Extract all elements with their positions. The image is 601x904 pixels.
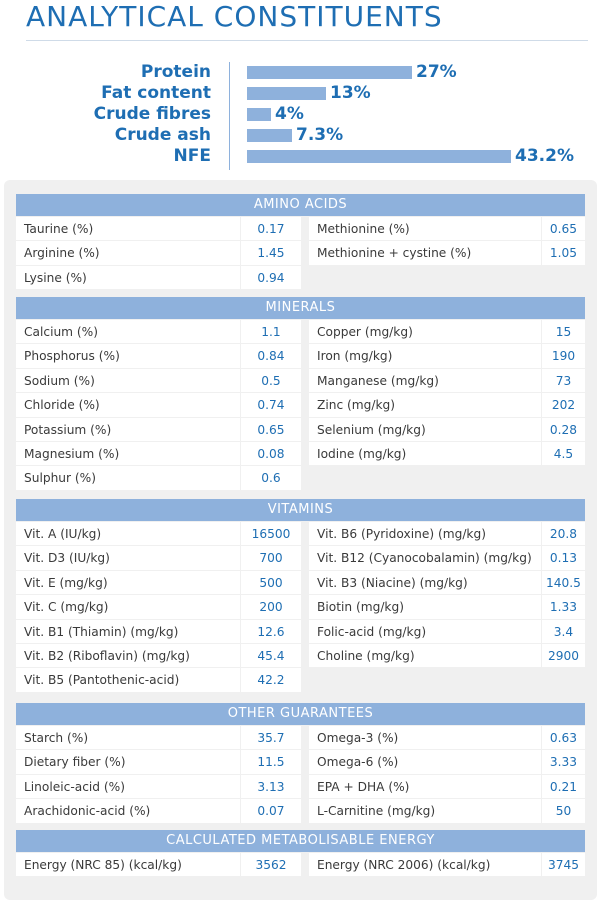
table-row bbox=[16, 853, 585, 877]
nutrient-label: Iodine (mg/kg) bbox=[309, 442, 541, 465]
nutrient-label: Dietary fiber (%) bbox=[16, 750, 240, 773]
nutrient-label: Omega-6 (%) bbox=[309, 750, 541, 773]
section-body bbox=[16, 319, 585, 491]
analytical-value: 43.2% bbox=[515, 146, 574, 166]
section-amino-acids bbox=[16, 194, 585, 290]
analytical-row bbox=[0, 146, 601, 167]
section-body bbox=[16, 216, 585, 290]
table-row bbox=[16, 726, 585, 750]
nutrient-label: Vit. B2 (Riboflavin) (mg/kg) bbox=[16, 644, 240, 667]
section-minerals bbox=[16, 297, 585, 491]
nutrient-label: Methionine + cystine (%) bbox=[309, 241, 541, 264]
analytical-label: Fat content bbox=[101, 83, 211, 103]
analytical-bar bbox=[247, 150, 511, 163]
table-row bbox=[16, 750, 585, 774]
analytical-bar bbox=[247, 129, 292, 142]
analytical-row bbox=[0, 104, 601, 125]
nutrient-label: Linoleic-acid (%) bbox=[16, 775, 240, 798]
nutrient-label: Vit. B6 (Pyridoxine) (mg/kg) bbox=[309, 522, 541, 545]
section-title: OTHER GUARANTEES bbox=[16, 703, 585, 725]
nutrient-label: Potassium (%) bbox=[16, 418, 240, 441]
nutrient-value: 500 bbox=[241, 571, 301, 594]
analytical-row bbox=[0, 62, 601, 83]
nutrient-value: 140.5 bbox=[542, 571, 585, 594]
analytical-bar bbox=[247, 108, 271, 121]
nutrient-value: 3745 bbox=[542, 853, 585, 876]
nutrient-value: 50 bbox=[542, 799, 585, 822]
nutrient-label: Energy (NRC 85) (kcal/kg) bbox=[16, 853, 240, 876]
nutrient-value: 0.5 bbox=[241, 369, 301, 392]
table-row bbox=[16, 571, 585, 595]
page-title: ANALYTICAL CONSTITUENTS bbox=[26, 0, 443, 33]
nutrient-value: 1.05 bbox=[542, 241, 585, 264]
nutrient-value: 200 bbox=[241, 595, 301, 618]
nutrient-value: 16500 bbox=[241, 522, 301, 545]
section-body bbox=[16, 725, 585, 824]
nutrient-label: Vit. C (mg/kg) bbox=[16, 595, 240, 618]
section-body bbox=[16, 521, 585, 693]
nutrient-label: Arachidonic-acid (%) bbox=[16, 799, 240, 822]
analytical-value: 7.3% bbox=[296, 125, 344, 145]
nutrient-label: Iron (mg/kg) bbox=[309, 344, 541, 367]
nutrient-value: 2900 bbox=[542, 644, 585, 667]
nutrient-value: 0.74 bbox=[241, 393, 301, 416]
section-other-guarantees bbox=[16, 703, 585, 824]
nutrient-label: L-Carnitine (mg/kg) bbox=[309, 799, 541, 822]
section-title: AMINO ACIDS bbox=[16, 194, 585, 216]
analytical-row bbox=[0, 125, 601, 146]
nutrient-value: 45.4 bbox=[241, 644, 301, 667]
nutrient-label: Vit. E (mg/kg) bbox=[16, 571, 240, 594]
nutrient-label: Choline (mg/kg) bbox=[309, 644, 541, 667]
table-row bbox=[16, 546, 585, 570]
nutrient-label: Vit. B12 (Cyanocobalamin) (mg/kg) bbox=[309, 546, 541, 569]
nutrient-label: Biotin (mg/kg) bbox=[309, 595, 541, 618]
table-row bbox=[16, 266, 585, 290]
nutrient-label: Folic-acid (mg/kg) bbox=[309, 620, 541, 643]
table-row bbox=[16, 393, 585, 417]
nutrient-value: 12.6 bbox=[241, 620, 301, 643]
nutrient-label: Vit. B1 (Thiamin) (mg/kg) bbox=[16, 620, 240, 643]
nutrient-label: Sodium (%) bbox=[16, 369, 240, 392]
nutrient-value: 0.17 bbox=[241, 217, 301, 240]
table-row bbox=[16, 595, 585, 619]
table-row bbox=[16, 668, 585, 692]
nutrient-value: 3.13 bbox=[241, 775, 301, 798]
nutrient-label: Calcium (%) bbox=[16, 320, 240, 343]
section-title: VITAMINS bbox=[16, 499, 585, 521]
nutrient-value: 1.45 bbox=[241, 241, 301, 264]
nutrient-value: 1.1 bbox=[241, 320, 301, 343]
nutrient-value: 4.5 bbox=[542, 442, 585, 465]
analytical-value: 27% bbox=[416, 62, 457, 82]
nutrient-label: Vit. B5 (Pantothenic-acid) bbox=[16, 668, 240, 691]
table-row bbox=[16, 442, 585, 466]
nutrient-value: 42.2 bbox=[241, 668, 301, 691]
table-row bbox=[16, 344, 585, 368]
nutrient-label: EPA + DHA (%) bbox=[309, 775, 541, 798]
analytical-label: NFE bbox=[173, 146, 211, 166]
nutrient-label: Arginine (%) bbox=[16, 241, 240, 264]
nutrient-label: Selenium (mg/kg) bbox=[309, 418, 541, 441]
nutrient-label: Vit. D3 (IU/kg) bbox=[16, 546, 240, 569]
title-divider bbox=[26, 40, 588, 41]
table-row bbox=[16, 241, 585, 265]
table-row bbox=[16, 799, 585, 823]
nutrient-label: Sulphur (%) bbox=[16, 466, 240, 489]
nutrient-value: 3562 bbox=[241, 853, 301, 876]
nutrient-label: Phosphorus (%) bbox=[16, 344, 240, 367]
nutrient-label: Chloride (%) bbox=[16, 393, 240, 416]
nutrient-label: Vit. A (IU/kg) bbox=[16, 522, 240, 545]
nutrient-label: Copper (mg/kg) bbox=[309, 320, 541, 343]
analytical-value: 4% bbox=[275, 104, 304, 124]
analytical-label: Crude fibres bbox=[93, 104, 211, 124]
section-vitamins bbox=[16, 499, 585, 693]
nutrient-value: 3.33 bbox=[542, 750, 585, 773]
table-row bbox=[16, 620, 585, 644]
nutrient-value: 700 bbox=[241, 546, 301, 569]
section-title: MINERALS bbox=[16, 297, 585, 319]
nutrient-value: 20.8 bbox=[542, 522, 585, 545]
nutrient-value: 0.21 bbox=[542, 775, 585, 798]
nutrient-value: 0.65 bbox=[542, 217, 585, 240]
nutrient-value: 11.5 bbox=[241, 750, 301, 773]
nutrient-value: 15 bbox=[542, 320, 585, 343]
nutrient-label: Starch (%) bbox=[16, 726, 240, 749]
section-body bbox=[16, 852, 585, 877]
analytical-row bbox=[0, 83, 601, 104]
table-row bbox=[16, 466, 585, 490]
table-row bbox=[16, 522, 585, 546]
nutrient-label: Vit. B3 (Niacine) (mg/kg) bbox=[309, 571, 541, 594]
nutrient-label: Methionine (%) bbox=[309, 217, 541, 240]
table-row bbox=[16, 320, 585, 344]
table-row bbox=[16, 217, 585, 241]
nutrient-value: 0.84 bbox=[241, 344, 301, 367]
nutrient-label: Zinc (mg/kg) bbox=[309, 393, 541, 416]
nutrient-label: Omega-3 (%) bbox=[309, 726, 541, 749]
table-row bbox=[16, 418, 585, 442]
table-row bbox=[16, 775, 585, 799]
analytical-label: Crude ash bbox=[114, 125, 211, 145]
nutrient-label: Taurine (%) bbox=[16, 217, 240, 240]
nutrient-value: 0.08 bbox=[241, 442, 301, 465]
nutrient-value: 0.28 bbox=[542, 418, 585, 441]
nutrient-value: 0.63 bbox=[542, 726, 585, 749]
analytical-value: 13% bbox=[330, 83, 371, 103]
nutrient-label: Lysine (%) bbox=[16, 266, 240, 289]
nutrient-value: 3.4 bbox=[542, 620, 585, 643]
nutrient-label: Magnesium (%) bbox=[16, 442, 240, 465]
nutrient-value: 0.6 bbox=[241, 466, 301, 489]
analytical-bar bbox=[247, 87, 326, 100]
nutrient-value: 1.33 bbox=[542, 595, 585, 618]
section-calculated-metabolisable-energy bbox=[16, 830, 585, 877]
nutrient-value: 0.65 bbox=[241, 418, 301, 441]
analytical-bar bbox=[247, 66, 412, 79]
analytical-label: Protein bbox=[140, 62, 211, 82]
nutrient-value: 0.07 bbox=[241, 799, 301, 822]
nutrient-value: 190 bbox=[542, 344, 585, 367]
nutrient-value: 73 bbox=[542, 369, 585, 392]
nutrient-value: 35.7 bbox=[241, 726, 301, 749]
nutrient-value: 0.13 bbox=[542, 546, 585, 569]
nutrient-label: Energy (NRC 2006) (kcal/kg) bbox=[309, 853, 541, 876]
section-title: CALCULATED METABOLISABLE ENERGY bbox=[16, 830, 585, 852]
nutrient-value: 0.94 bbox=[241, 266, 301, 289]
nutrient-label: Manganese (mg/kg) bbox=[309, 369, 541, 392]
table-row bbox=[16, 369, 585, 393]
table-row bbox=[16, 644, 585, 668]
nutrient-value: 202 bbox=[542, 393, 585, 416]
